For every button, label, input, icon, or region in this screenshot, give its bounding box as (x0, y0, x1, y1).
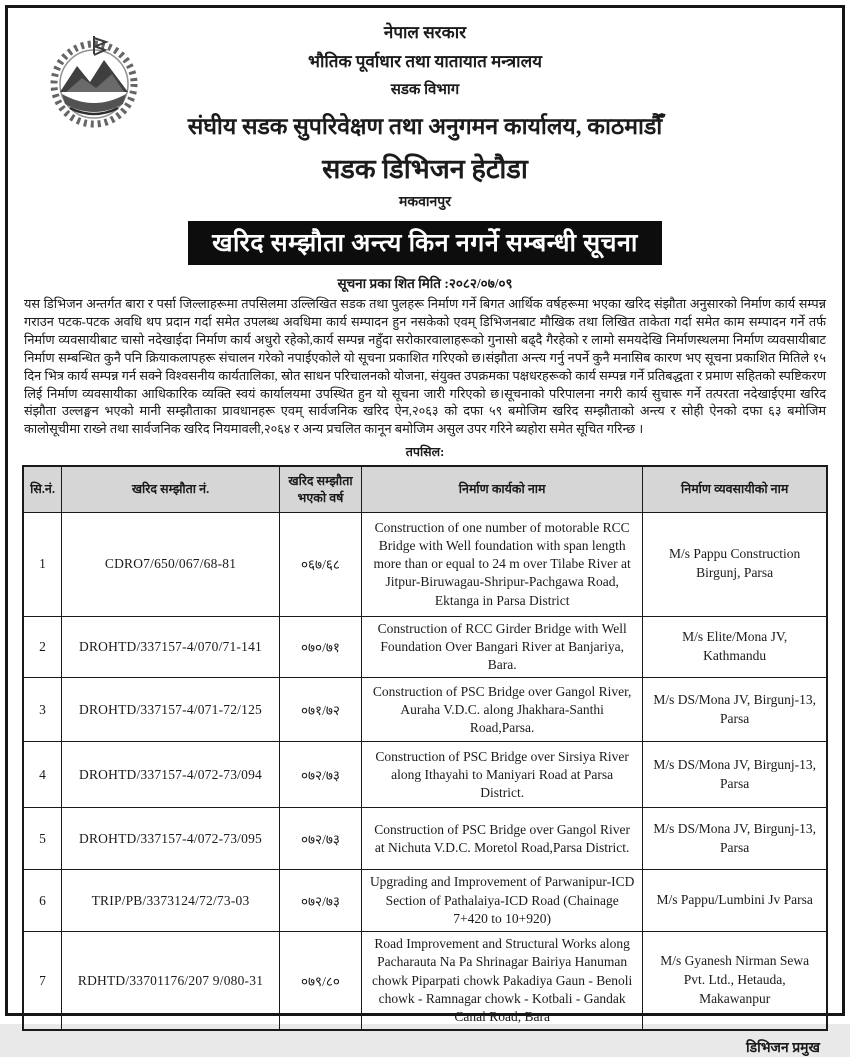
contracts-table (22, 465, 828, 1031)
cell-contract-no: TRIP/PB/3373124/72/73-03 (62, 870, 280, 932)
department-name: सडक विभाग (390, 82, 460, 98)
cell-contractor: M/s Gyanesh Nirman Sewa Pvt. Ltd., Hetauda, Makawanpur (643, 932, 827, 1031)
cell-year: ०७२/७३ (279, 870, 361, 932)
cell-sn: 4 (23, 742, 62, 808)
cell-work: Construction of PSC Bridge over Gangol River at Nichuta V.D.C. Moretol Road,Parsa District. (361, 808, 642, 870)
cell-year: ०७९/८० (279, 932, 361, 1031)
table-row (23, 512, 827, 616)
cell-contract-no: CDRO7/650/067/68-81 (62, 512, 280, 616)
cell-contract-no: DROHTD/337157-4/072-73/094 (62, 742, 280, 808)
nepal-government-emblem-icon (44, 28, 144, 140)
notice-title-banner: खरिद सम्झौता अन्त्य किन नगर्ने सम्बन्धी सूचना (188, 221, 662, 265)
cell-work: Upgrading and Improvement of Parwanipur-ICD Section of Pathalaiya-ICD Road (Chainage 7+420 to 10+920) (361, 870, 642, 932)
cell-sn: 3 (23, 678, 62, 742)
cell-year: ०७०/७१ (279, 616, 361, 678)
notice-body-paragraph: यस डिभिजन अन्तर्गत बारा र पर्सा जिल्लाहरूमा तपसिलमा उल्लिखित सडक तथा पुलहरू निर्माण गर्ने बिगत आर्थिक वर्षहरूमा भएका खरिद संझौता अनुसारको निर्माण कार्य सम्पन्न गराउन पटक-पटक अवधि थप प्रदान गर्दा समेत उपलब्ध अवधिमा कार्य सम्पादन हुन नसकेको एवम् डिभिजनबाट मौखिक तथा लिखित ताकेता गर्दा समेत काम सम्पादन गर्ने तर्फ निर्माण व्यवसायीबाट चासो नदेखाईदा निर्माण कार्य अधुरो रहेको,कार्य सम्पन्न नहुँदा सरोकारवालाहरूको गुनासो बढ्दै गैरहेको र लामो समयदेखि निर्माणस्थलमा निर्माण व्यवसायीबाट निर्माण सम्बन्धित कुनै पनि क्रियाकलापहरू संचालन गरेको नपाईएकोले यो सूचना प्रकाशित गरिएको छ।संझौता अन्त्य गर्नु नपर्ने कुनै मनासिब कारण भए सूचना प्रकाशित मितिले १५ दिन भित्र कार्य सम्पन्न गर्न सक्ने विश्वसनीय कार्यतालिका, स्रोत साधन परिचालनको योजना, संयुक्त उपक्रमका पक्षधरहरूको कार्य सम्पन्न गर्ने प्रतिबद्धता र प्रमाण सहितको स्पष्टिकरण लिई निर्माण व्यवसायीका आधिकारिक व्यक्ति स्वयं कार्यालयमा उपस्थित हुन यो सूचना जारी गरिएको छ।सूचनाको परिपालना नगरी कार्य सुचारू गर्ने तत्परता नदेखाईएमा खरिद संझौता उल्लङ्घन भएको मानी सम्झौताका प्रावधानहरू एवम् सार्वजनिक खरिद ऐन,२०६३ को दफा ५९ बमोजिम खरिद सम्झौताको अन्त्य र सोही ऐनको दफा ६३ बमोजिम कालोसूचीमा राख्ने तथा सार्वजनिक खरिद नियमावली,२०६४ र अन्य प्रचलित कानून बमोजिम असुल उपर गरिने ब्यहोरा समेत सूचित गरिन्छ । (24, 297, 826, 437)
cell-contract-no: DROHTD/337157-4/070/71-141 (62, 616, 280, 678)
cell-sn: 6 (23, 870, 62, 932)
cell-contractor: M/s Pappu Construction Birgunj, Parsa (643, 512, 827, 616)
cell-contract-no: RDHTD/33701176/207 9/080-31 (62, 932, 280, 1031)
table-row (23, 742, 827, 808)
table-row (23, 870, 827, 932)
cell-year: ०७२/७३ (279, 742, 361, 808)
district-name: मकवानपुर (399, 195, 451, 210)
letterhead (22, 20, 828, 265)
cell-sn: 5 (23, 808, 62, 870)
cell-contractor: M/s Pappu/Lumbini Jv Parsa (643, 870, 827, 932)
cell-contractor: M/s DS/Mona JV, Birgunj-13, Parsa (643, 742, 827, 808)
column-header-contract-no: खरिद सम्झौता नं. (62, 466, 280, 512)
division-name: सडक डिभिजन हेटौडा (322, 154, 528, 184)
table-row (23, 678, 827, 742)
cell-work: Construction of one number of motorable RCC Bridge with Well foundation with span length more than or equal to 24 m over Tilabe River at Jitpur-Biruwagau-Shripur-Pachgawa Road, Ektanga in Parsa District (361, 512, 642, 616)
government-name: नेपाल सरकार (383, 23, 467, 42)
cell-sn: 7 (23, 932, 62, 1031)
cell-work: Construction of PSC Bridge over Sirsiya River along Ithayahi to Maniyari Road at Parsa District. (361, 742, 642, 808)
ministry-name: भौतिक पूर्वाधार तथा यातायात मन्त्रालय (308, 52, 542, 71)
cell-work: Construction of PSC Bridge over Gangol River, Auraha V.D.C. along Jhakhara-Santhi Road,Parsa. (361, 678, 642, 742)
column-header-work: निर्माण कार्यको नाम (361, 466, 642, 512)
table-header-row (23, 466, 827, 512)
table-row (23, 616, 827, 678)
cell-contractor: M/s DS/Mona JV, Birgunj-13, Parsa (643, 808, 827, 870)
publication-date-line: सूचना प्रका शित मिति :२०८२/०७/०९ (337, 276, 513, 291)
cell-year: ०७२/७३ (279, 808, 361, 870)
column-header-year: खरिद सम्झौता भएको वर्ष (279, 466, 361, 512)
table-row (23, 808, 827, 870)
column-header-contractor: निर्माण व्यवसायीको नाम (643, 466, 827, 512)
tapasil-label: तपसिल: (405, 445, 445, 460)
cell-work: Construction of RCC Girder Bridge with Well Foundation Over Bangari River at Banjariya, Bara. (361, 616, 642, 678)
column-header-sn: सि.नं. (23, 466, 62, 512)
cell-year: ०६७/६८ (279, 512, 361, 616)
cell-year: ०७१/७२ (279, 678, 361, 742)
page-border-frame (5, 5, 845, 1057)
cell-contract-no: DROHTD/337157-4/071-72/125 (62, 678, 280, 742)
cell-contractor: M/s Elite/Mona JV, Kathmandu (643, 616, 827, 678)
cell-contract-no: DROHTD/337157-4/072-73/095 (62, 808, 280, 870)
table-row (23, 932, 827, 1031)
office-name: संघीय सडक सुपरिवेक्षण तथा अनुगमन कार्यालय, काठमाडौँ (187, 114, 663, 139)
cell-contractor: M/s DS/Mona JV, Birgunj-13, Parsa (643, 678, 827, 742)
signature-title: डिभिजन प्रमुख (745, 1041, 820, 1057)
cell-sn: 2 (23, 616, 62, 678)
cell-sn: 1 (23, 512, 62, 616)
cell-work: Road Improvement and Structural Works along Pacharauta Na Pa Shrinagar Bairiya Hanuman chowk Piparpati chowk Pakadiya Gaun - Benoli chowk - Ramnagar chowk - Kotbali - Gandak Canal Road, Bara (361, 932, 642, 1031)
